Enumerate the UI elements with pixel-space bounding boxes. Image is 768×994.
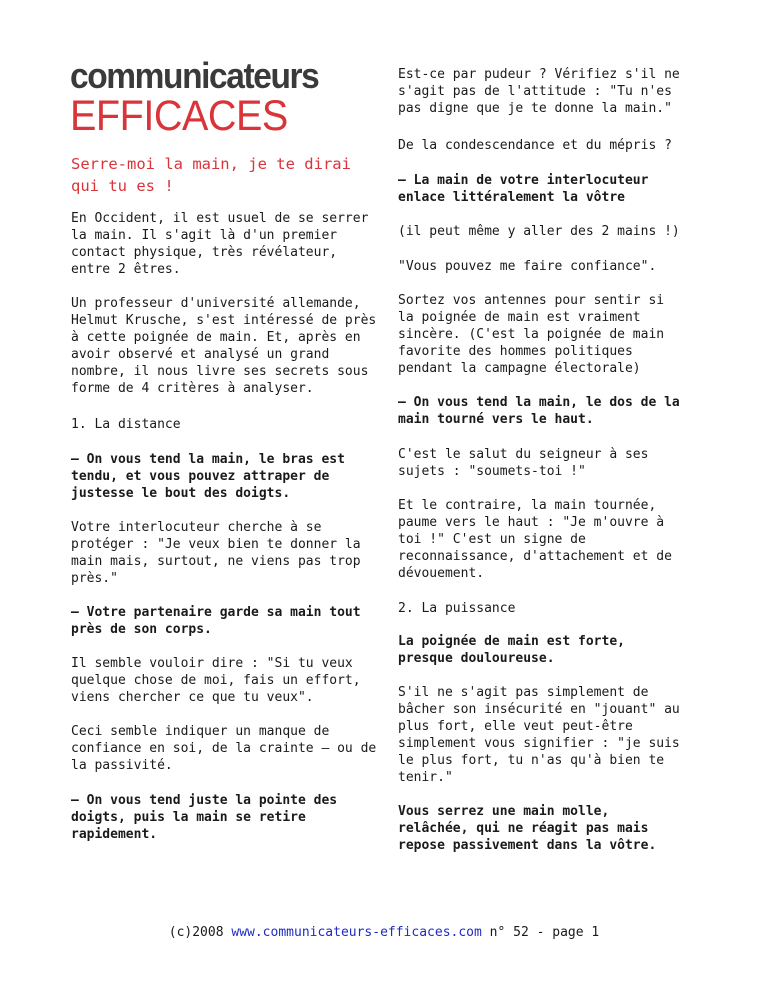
paragraph-line: sincère. (C'est la poignée de main [398, 327, 665, 342]
bold-point-line: – La main de votre interlocuteur [398, 173, 649, 188]
logo-line-efficaces: EFFICACES [70, 92, 288, 140]
section-heading-puissance: 2. La puissance [398, 601, 516, 616]
footer-copyright: (c)2008 [168, 925, 232, 940]
paragraph-line: En Occident, il est usuel de se serrer [71, 211, 369, 226]
paragraph-line: S'il ne s'agit pas simplement de [398, 685, 649, 700]
paragraph-line: Il semble vouloir dire : "Si tu veux [71, 656, 353, 671]
bold-point-line: près de son corps. [71, 622, 212, 637]
paragraph-line: contact physique, très révélateur, [71, 245, 338, 260]
logo [70, 55, 340, 140]
paragraph-line: bâcher son insécurité en "jouant" au [398, 702, 680, 717]
paragraph-line: avoir observé et analysé un grand [71, 347, 330, 362]
paragraph-line: main mais, surtout, ne viens pas trop [71, 554, 361, 569]
paragraph-line: tenir." [398, 770, 453, 785]
bold-point-line: main tourné vers le haut. [398, 412, 594, 427]
paragraph-line: entre 2 êtres. [71, 262, 181, 277]
bold-point-line: rapidement. [71, 827, 158, 842]
paragraph-line: nombre, il nous livre ses secrets sous [71, 364, 369, 379]
paragraph-line: favorite des hommes politiques [398, 344, 633, 359]
section-heading-distance: 1. La distance [71, 417, 181, 432]
paragraph-line: simplement vous signifier : "je suis [398, 736, 680, 751]
paragraph-line: la main. Il s'agit là d'un premier [71, 228, 338, 243]
paragraph-line: quelque chose de moi, fais un effort, [71, 673, 361, 688]
paragraph-line: le plus fort, tu n'as qu'à bien te [398, 753, 665, 768]
bold-point-line: justesse le bout des doigts. [71, 486, 291, 501]
paragraph-line: la poignée de main est vraiment [398, 310, 641, 325]
paragraph-line: paume vers le haut : "Je m'ouvre à [398, 515, 665, 530]
paragraph-line: la passivité. [71, 758, 173, 773]
paragraph-line: Est-ce par pudeur ? Vérifiez s'il ne [398, 67, 680, 82]
paragraph-line: s'agit pas de l'attitude : "Tu n'es [398, 84, 672, 99]
paragraph-line: dévouement. [398, 566, 485, 581]
footer-page-number: n° 52 - page 1 [481, 925, 600, 940]
paragraph-line: (il peut même y aller des 2 mains !) [398, 224, 680, 239]
page-footer [0, 925, 768, 940]
bold-point-line: – On vous tend la main, le dos de la [398, 395, 680, 410]
paragraph-line: Sortez vos antennes pour sentir si [398, 293, 665, 308]
bold-point-line: relâchée, qui ne réagit pas mais [398, 821, 649, 836]
bold-point-line: Vous serrez une main molle, [398, 804, 610, 819]
paragraph-line: Ceci semble indiquer un manque de [71, 724, 330, 739]
paragraph-line: Helmut Krusche, s'est intéressé de près [71, 313, 377, 328]
paragraph-line: Votre interlocuteur cherche à se [71, 520, 322, 535]
article-title-line: qui tu es ! [71, 177, 174, 195]
bold-point-line: tendu, et vous pouvez attraper de [71, 469, 330, 484]
paragraph-line: confiance en soi, de la crainte – ou de [71, 741, 377, 756]
paragraph-line: De la condescendance et du mépris ? [398, 138, 672, 153]
bold-point-line: – On vous tend la main, le bras est [71, 452, 345, 467]
logo-line-communicateurs: communicateurs [70, 55, 319, 96]
paragraph-line: reconnaissance, d'attachement et de [398, 549, 672, 564]
bold-point-line: – Votre partenaire garde sa main tout [71, 605, 361, 620]
bold-point-line: repose passivement dans la vôtre. [398, 838, 657, 853]
website-link[interactable]: www.communicateurs-efficaces.com [231, 925, 482, 940]
paragraph-line: forme de 4 critères à analyser. [71, 381, 314, 396]
paragraph-line: C'est le salut du seigneur à ses [398, 447, 649, 462]
paragraph-line: "Vous pouvez me faire confiance". [398, 259, 657, 274]
bold-point-line: doigts, puis la main se retire [71, 810, 306, 825]
bold-point-line: La poignée de main est forte, [398, 634, 625, 649]
paragraph-line: près." [71, 571, 118, 586]
paragraph-line: Et le contraire, la main tournée, [398, 498, 657, 513]
bold-point-line: presque douloureuse. [398, 651, 555, 666]
article-title-line: Serre-moi la main, je te dirai [71, 155, 351, 173]
paragraph-line: protéger : "Je veux bien te donner la [71, 537, 361, 552]
paragraph-line: plus fort, elle veut peut-être [398, 719, 633, 734]
bold-point-line: enlace littéralement la vôtre [398, 190, 625, 205]
paragraph-line: viens chercher ce que tu veux". [71, 690, 314, 705]
bold-point-line: – On vous tend juste la pointe des [71, 793, 338, 808]
paragraph-line: à cette poignée de main. Et, après en [71, 330, 361, 345]
paragraph-line: toi !" C'est un signe de [398, 532, 586, 547]
paragraph-line: pendant la campagne électorale) [398, 361, 641, 376]
paragraph-line: pas digne que je te donne la main." [398, 101, 672, 116]
paragraph-line: sujets : "soumets-toi !" [398, 464, 586, 479]
paragraph-line: Un professeur d'université allemande, [71, 296, 361, 311]
